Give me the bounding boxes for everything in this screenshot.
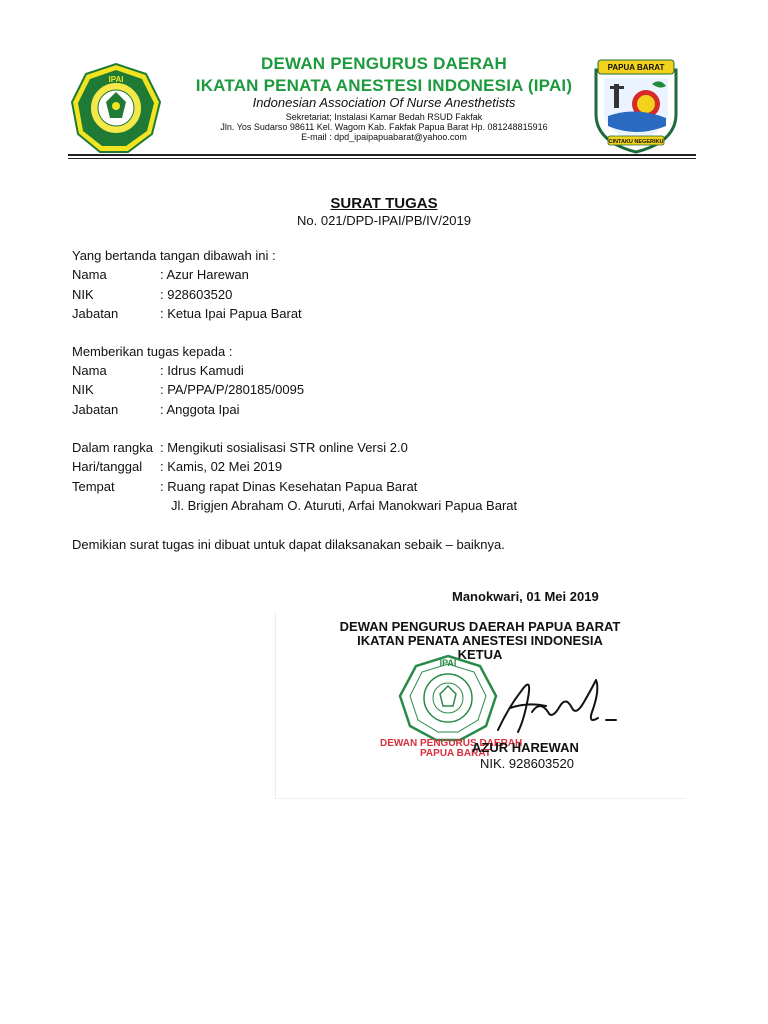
header-divider-thin — [68, 158, 696, 159]
signer-label-jabatan: Jabatan — [72, 306, 119, 321]
assignee-value-nik: : PA/PPA/P/280185/0095 — [160, 382, 305, 397]
signer-nik: NIK. 928603520 — [480, 756, 574, 771]
papua-barat-logo — [590, 56, 682, 154]
svg-text:PAPUA BARAT: PAPUA BARAT — [607, 63, 665, 72]
assign-intro-text: Memberikan tugas kepada : — [72, 344, 233, 359]
detail-value-purpose: : Mengikuti sosialisasi STR online Versi 2.0 — [160, 440, 408, 455]
stamp-text-1: DEWAN PENGURUS DAERAH — [380, 738, 523, 749]
signer-label-nik: NIK — [72, 287, 94, 302]
signature-org-1: DEWAN PENGURUS DAERAH PAPUA BARAT — [339, 619, 621, 634]
assignee-label-name: Nama — [72, 363, 107, 378]
header-address-2: Jln. Yos Sudarso 98611 Kel. Wagom Kab. Fakfak Papua Barat Hp. 081248815916 — [220, 122, 548, 132]
stamp-text-2: PAPUA BARAT — [420, 748, 491, 759]
papua-barat-emblem-icon — [590, 56, 682, 154]
assignee-value-jabatan: : Anggota Ipai — [160, 402, 240, 417]
detail-label-place: Tempat — [72, 479, 115, 494]
intro-text: Yang bertanda tangan dibawah ini : — [72, 248, 276, 263]
svg-text:CINTAKU NEGERIKU: CINTAKU NEGERIKU — [608, 139, 664, 145]
header-title-2: IKATAN PENATA ANESTESI INDONESIA (IPAI) — [195, 76, 573, 95]
header-email: E-mail : dpd_ipaipapuabarat@yahoo.com — [301, 132, 467, 142]
document-title — [0, 195, 768, 212]
assignee-value-name: : Idrus Kamudi — [160, 363, 244, 378]
svg-text:IPAI: IPAI — [439, 658, 457, 668]
closing-text: Demikian surat tugas ini dibuat untuk dapat dilaksanakan sebaik – baiknya. — [72, 537, 505, 552]
header-subtitle: Indonesian Association Of Nurse Anesthetists — [252, 95, 516, 110]
detail-value-place: : Ruang rapat Dinas Kesehatan Papua Barat — [160, 479, 418, 494]
signer-value-nik: : 928603520 — [160, 287, 233, 302]
assignee-label-jabatan: Jabatan — [72, 402, 119, 417]
detail-value-date: : Kamis, 02 Mei 2019 — [160, 459, 283, 474]
detail-value-place-line2: Jl. Brigjen Abraham O. Aturuti, Arfai Manokwari Papua Barat — [171, 498, 518, 513]
signature-date: Manokwari, 01 Mei 2019 — [452, 589, 599, 604]
assignee-label-nik: NIK — [72, 382, 94, 397]
signature-scribble-icon — [488, 668, 628, 738]
signer-value-jabatan: : Ketua Ipai Papua Barat — [160, 306, 302, 321]
detail-label-purpose: Dalam rangka — [72, 440, 153, 455]
signature-org-2: IKATAN PENATA ANESTESI INDONESIA — [357, 633, 603, 648]
signer-value-name: : Azur Harewan — [160, 267, 249, 282]
signer-label-name: Nama — [72, 267, 107, 282]
header-title-1: DEWAN PENGURUS DAERAH — [261, 54, 507, 73]
svg-text:IPAI: IPAI — [108, 75, 124, 84]
document-number: No. 021/DPD-IPAI/PB/IV/2019 — [297, 213, 471, 228]
header-divider-thick — [68, 154, 696, 156]
detail-label-date: Hari/tanggal — [72, 459, 143, 474]
signature-role: KETUA — [457, 647, 503, 662]
header-address-1: Sekretariat; Instalasi Kamar Bedah RSUD Fakfak — [285, 112, 483, 122]
ipai-stamp-icon — [396, 652, 500, 744]
document-title-text: SURAT TUGAS — [330, 195, 438, 212]
signer-name: AZUR HAREWAN — [472, 740, 579, 755]
handwritten-signature — [488, 668, 628, 738]
official-stamp — [396, 652, 500, 744]
